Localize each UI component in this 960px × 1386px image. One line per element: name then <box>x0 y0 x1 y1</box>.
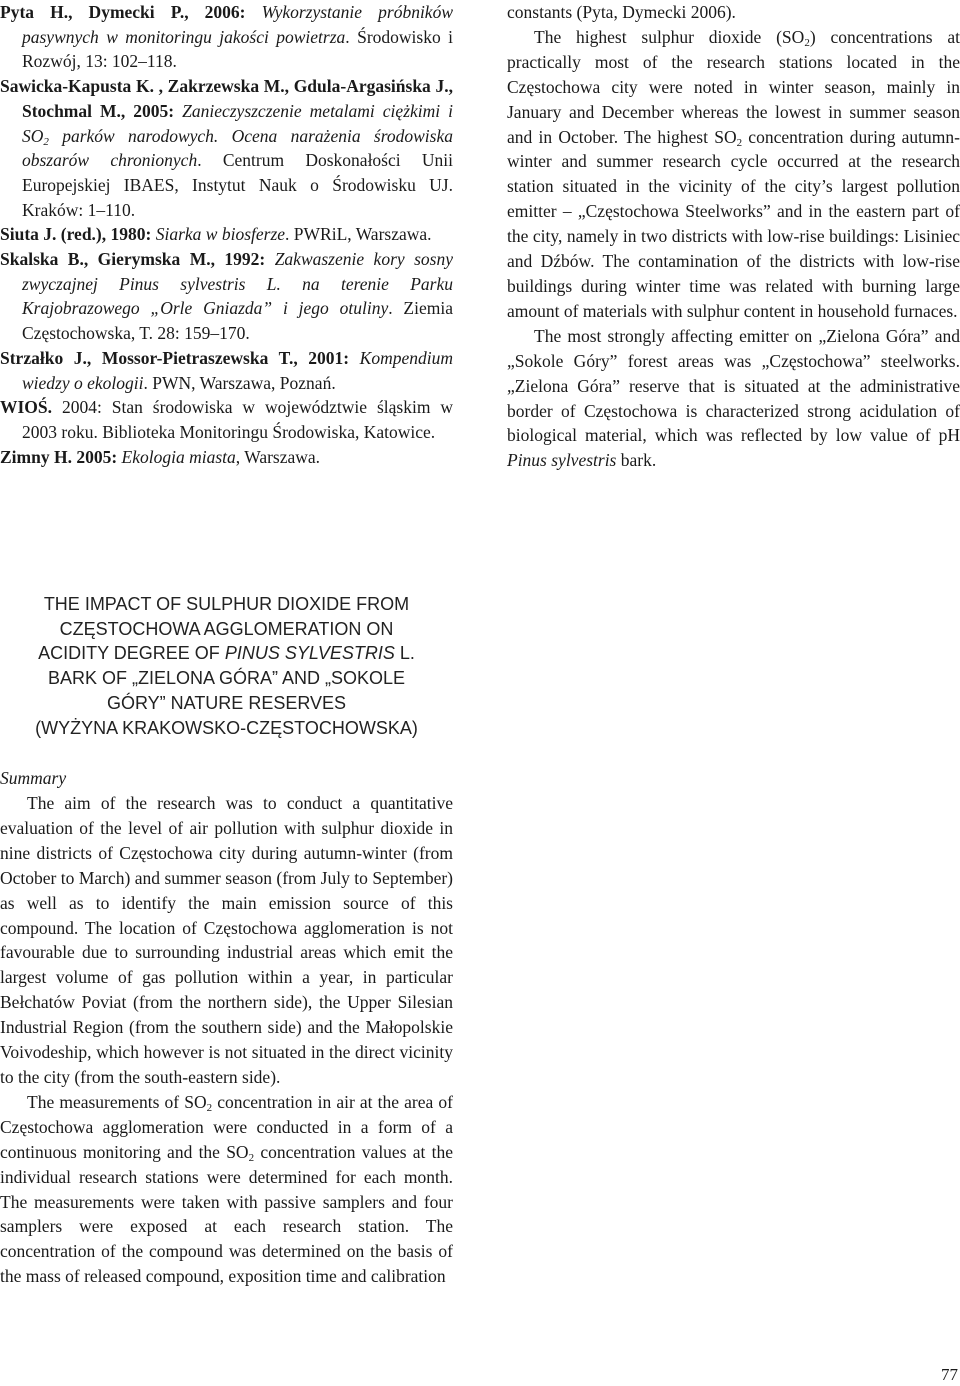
summary-paragraph-2-end: constants (Pyta, Dymecki 2006). <box>507 2 736 22</box>
article-title: THE IMPACT OF SULPHUR DIOXIDE FROM CZĘSTOCHOWA AGGLOMERATION ON ACIDITY DEGREE OF PINUS SYLVESTRIS L. BARK OF „ZIELONA GÓRA” AND „SOKOLE GÓRY” NATURE RESERVES (WYŻYNA KRAKOWSKO-CZĘSTOCHOWSKA) <box>35 594 418 738</box>
summary-paragraph-2-start: The measurements of $SO_2$ concentration in air at the area of Częstochowa agglomeration were conducted in a form of a continuous monitoring and the $SO_2$ concentration values at the individual research stations were determined for each month. The measurements were taken with passive samplers and four samplers were exposed at each research station. The concentration of the compound was determined on the basis of the mass of released compound, exposition time and calibration <box>0 1091 453 1287</box>
summary-body-left <box>0 791 453 1289</box>
summary-paragraph-3: The highest sulphur dioxide $(SO_2)$ concentrations at practically most of the research stations located in the Częstochowa city were noted in winter season, mainly in January and December whereas the lowest in summer season and in October. The highest $SO_2$ concentration during autumn-winter and summer research cycle occurred at the research station situated in the vicinity of the city’s largest pollution emitter – „Częstochowa Steelworks” and in the eastern part of the city, namely in two districts with low-rise buildings: Lisiniec and Dźbów. The contamination of the districts with low-rise buildings during winter time was related with burning large amount of materials with sulphur content in household furnaces. <box>507 26 960 321</box>
reference-item: Zimny H. 2005: Ekologia miasta, Warszawa. <box>0 446 321 467</box>
right-column <box>507 0 960 473</box>
left-column <box>0 0 454 1287</box>
summary-paragraph-1: The aim of the research was to conduct a quantitative evaluation of the level of air pollution with sulphur dioxide in nine districts of Częstochowa city during autumn-winter (from October to March) and summer season (from July to September) as well as to identify the main emission source of this compound. The location of Częstochowa agglomeration is not favourable due to surrounding industrial areas which emit the largest volume of gas pollution within a year, in particular Bełchatów Poviat (from the northern side), the Upper Silesian Industrial Region (from the southern side) and the Małopolskie Voivodeship, which however is not situated in the direct vicinity to the city (from the south-eastern side). <box>0 793 453 1087</box>
reference-item: Sawicka-Kapusta K. , Zakrzewska M., Gdula-Argasińska J., Stochmal M., 2005: Zanieczyszczenie metalami ciężkimi i $SO_2$ parków narodowych. Ocena narażenia środowiska obszarów chronionych. Centrum Doskonałości Unii Europejskiej IBAES, Instytut Nauk o Środowisku UJ. Kraków: 1–110. <box>0 76 453 220</box>
reference-item: Siuta J. (red.), 1980: Siarka w biosferze. PWRiL, Warszawa. <box>0 224 432 245</box>
reference-item: WIOŚ. 2004: Stan środowiska w województwie śląskim w 2003 roku. Biblioteka Monitoringu Środowiska, Katowice. <box>0 397 454 442</box>
summary-heading: Summary <box>0 768 67 788</box>
references-list <box>0 0 453 469</box>
reference-item: Pyta H., Dymecki P., 2006: Wykorzystanie próbników pasywnych w monitoringu jakości powietrza. Środowisko i Rozwój, 13: 102–118. <box>0 2 453 72</box>
reference-item: Strzałko J., Mossor-Pietraszewska T., 2001: Kompendium wiedzy o ekologii. PWN, Warszawa, Poznań. <box>0 347 453 393</box>
summary-paragraph-4: The most strongly affecting emitter on „Zielona Góra” and „Sokole Góry” forest areas was „Częstochowa” steelworks. „Zielona Góra” reserve that is situated at the administrative border of Częstochowa is characterized strong acidulation of biological material, which was reflected by low value of pH Pinus sylvestris bark. <box>507 325 960 471</box>
page-number: 77 <box>941 1365 958 1384</box>
reference-item: Skalska B., Gierymska M., 1992: Zakwaszenie kory sosny zwyczajnej Pinus sylvestris L. na terenie Parku Krajobrazowego „Orle Gniazda” i jego otuliny. Ziemia Częstochowska, T. 28: 159–170. <box>0 249 453 344</box>
